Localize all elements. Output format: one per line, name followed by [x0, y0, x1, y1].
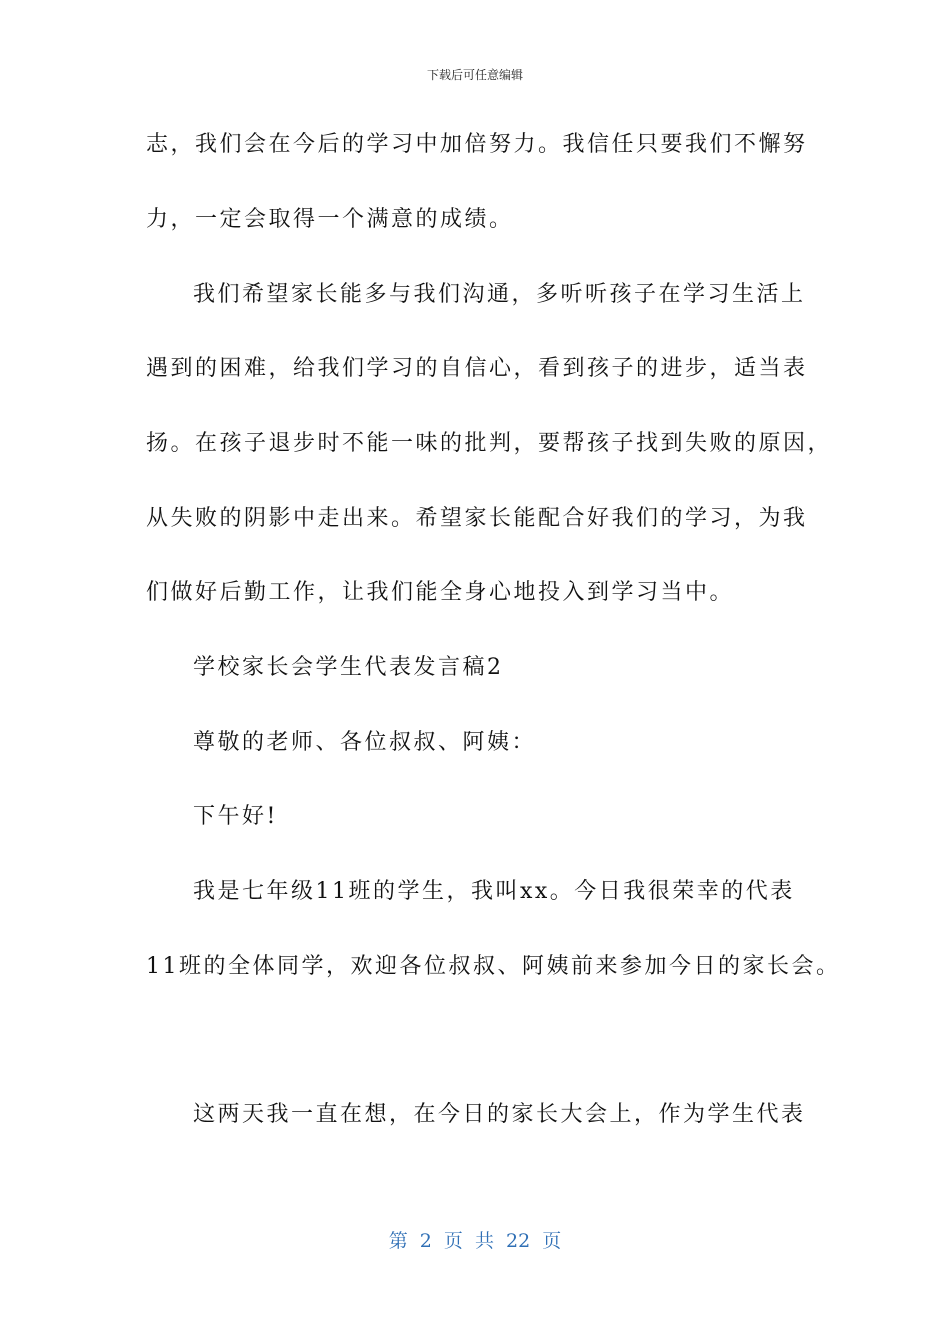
- paragraph-line: 遇到的困难，给我们学习的自信心，看到孩子的进步，适当表: [146, 356, 808, 381]
- paragraph-line: 我是七年级11班的学生，我叫xx。今日我很荣幸的代表: [193, 879, 795, 904]
- section-title: 学校家长会学生代表发言稿2: [193, 655, 504, 680]
- salutation: 尊敬的老师、各位叔叔、阿姨：: [193, 730, 537, 755]
- paragraph-line: 们做好后勤工作，让我们能全身心地投入到学习当中。: [146, 580, 735, 605]
- paragraph-line: 扬。在孩子退步时不能一味的批判，要帮孩子找到失败的原因，: [146, 431, 833, 456]
- greeting: 下午好!: [193, 804, 278, 829]
- paragraph-line: 力，一定会取得一个满意的成绩。: [146, 207, 514, 232]
- paragraph-line: 我们希望家长能多与我们沟通，多听听孩子在学习生活上: [193, 282, 806, 307]
- paragraph-line: 11班的全体同学，欢迎各位叔叔、阿姨前来参加今日的家长会。: [146, 954, 841, 979]
- paragraph-line: 从失败的阴影中走出来。希望家长能配合好我们的学习，为我: [146, 506, 808, 531]
- paragraph-line: 志，我们会在今后的学习中加倍努力。我信任只要我们不懈努: [146, 132, 808, 157]
- page-number-footer: 第 2 页 共 22 页: [388, 1230, 562, 1252]
- paragraph-line: 这两天我一直在想，在今日的家长大会上，作为学生代表: [193, 1102, 806, 1127]
- page-header: 下载后可任意编辑: [426, 68, 523, 82]
